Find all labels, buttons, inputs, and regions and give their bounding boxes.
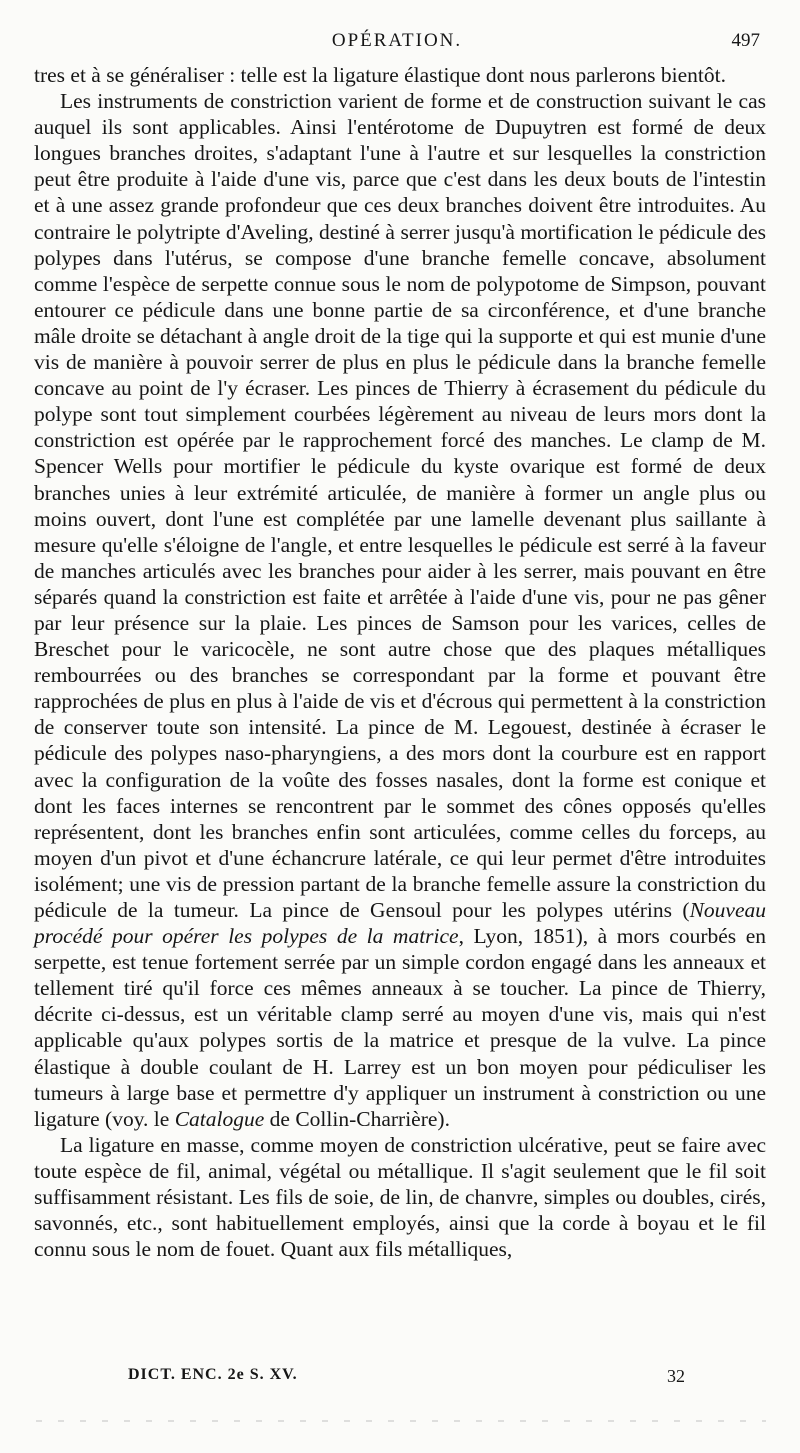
page-footer xyxy=(128,1366,685,1392)
paragraph-continuation: tres et à se généraliser : telle est la ligature élastique dont nous parlerons bientôt. xyxy=(34,63,726,87)
signature-mark: DICT. ENC. 2e S. XV. xyxy=(128,1366,298,1383)
text-span: La ligature en masse, comme moyen de constriction ulcérative, peut se faire avec toute espèce de fil, animal, végétal ou métallique. Il s'agit seulement que le fil soit suffisamment résistant. Les fils de soie, de lin, de chanvre, simples ou doubles, cirés, savonnés, etc., sont habituellement employés, ainsi que la corde à boyau et le fil connu sous le nom de fouet. Quant aux fils métalliques, xyxy=(34,1132,766,1262)
sheet-number: 32 xyxy=(667,1366,685,1386)
paragraph-instruments xyxy=(34,88,766,1132)
italic-title-gensoul: Nouveau procédé pour opérer les polypes de la matrice xyxy=(34,898,766,949)
text-span: Les instruments de constriction varient de forme et de construction suivant le cas auquel ils sont applicables. Ainsi l'entérotome de Dupuytren est formé de deux longues branches droites, s'adaptant l'une à l'autre et sur lesquelles la constriction peut être produite à l'aide d'une vis, parce que c'est dans les deux bouts de l'intestin et à une assez grande profondeur que ces deux branches doivent être introduites. Au contraire le polytripte d'Aveling, destiné à serrer jusqu'à mortification le pédicule des polypes dans l'utérus, se compose d'une branche femelle concave, absolument comme l'espèce de serpette connue sous le nom de polypotome de Simpson, pouvant entourer ce pédicule dans une bonne partie de sa circonférence, et d'une branche mâle droite se détachant à angle droit de la tige qui la supporte et qui est munie d'une vis de manière à pouvoir serrer de plus en plus le pédicule dans la branche femelle concave au point de l'y écraser. Les pinces de Thierry à écrasement du pédicule du polype sont tout simplement courbées légèrement au niveau de leurs mors dont la constriction est opérée par le rapprochement forcé des manches. Le clamp de M. Spencer Wells pour mortifier le pédicule du kyste ovarique est formé de deux branches unies à leur extrémité articulée, de manière à former un angle plus ou moins ouvert, dont l'une est complétée par une lamelle devenant plus saillante à mesure qu'elle s'éloigne de l'angle, et entre lesquelles le pédicule est serré à la faveur de manches articulés avec les branches pour aider à les serrer, mais pouvant en être séparés quand la constriction est faite et arrêtée à l'aide d'une vis, pour ne pas gêner par leur présence sur la plaie. Les pinces de Samson pour les varices, celles de Breschet pour le varicocèle, ne sont autre chose que des plaques métalliques rembourrées ou des branches se correspondant par la forme et pouvant être rapprochées de plus en plus à l'aide de vis et d'écrous qui permettent à la constriction de conserver toute son intensité. La pince de M. Legouest, destinée à écraser le pédicule des polypes naso-pharyngiens, a des mors dont la courbure est en rapport avec la configuration de la voûte des fosses nasales, dont la forme est conique et dont les faces internes se rencontrent par le sommet des cônes opposés qu'elles représentent, dont les branches enfin sont articulées, comme celles du forceps, au moyen d'un pivot et d'une échancrure latérale, ce qui leur permet d'être introduites isolément; une vis de pression partant de la branche femelle assure la constriction du pédicule de la tumeur. La pince de Gensoul pour les polypes utérins ( xyxy=(34,89,766,922)
body-text xyxy=(34,62,766,1262)
running-header xyxy=(34,30,760,58)
paragraph-ligature xyxy=(34,1132,766,1262)
print-specks xyxy=(36,1420,766,1422)
text-span: , Lyon, 1851), à mors courbés en serpette, est tenue fortement serrée par un simple cordon engagé dans les anneaux et tellement tiré qu'il force ces mêmes anneaux à se toucher. La pince de Thierry, décrite ci-dessus, est un véritable clamp serré au moyen d'une vis, mais qui n'est applicable qu'aux polypes sortis de la matrice et presque de la vulve. La pince élastique à double coulant de H. Larrey est un bon moyen pour pédiculiser les tumeurs à large base et permettre d'y appliquer un instrument à constriction ou une ligature (voy. le xyxy=(34,924,766,1131)
italic-title-catalogue: Catalogue xyxy=(174,1106,265,1131)
running-title: OPÉRATION. xyxy=(331,30,463,51)
text-span: de Collin-Charrière). xyxy=(264,1106,450,1131)
page-number: 497 xyxy=(731,30,760,51)
